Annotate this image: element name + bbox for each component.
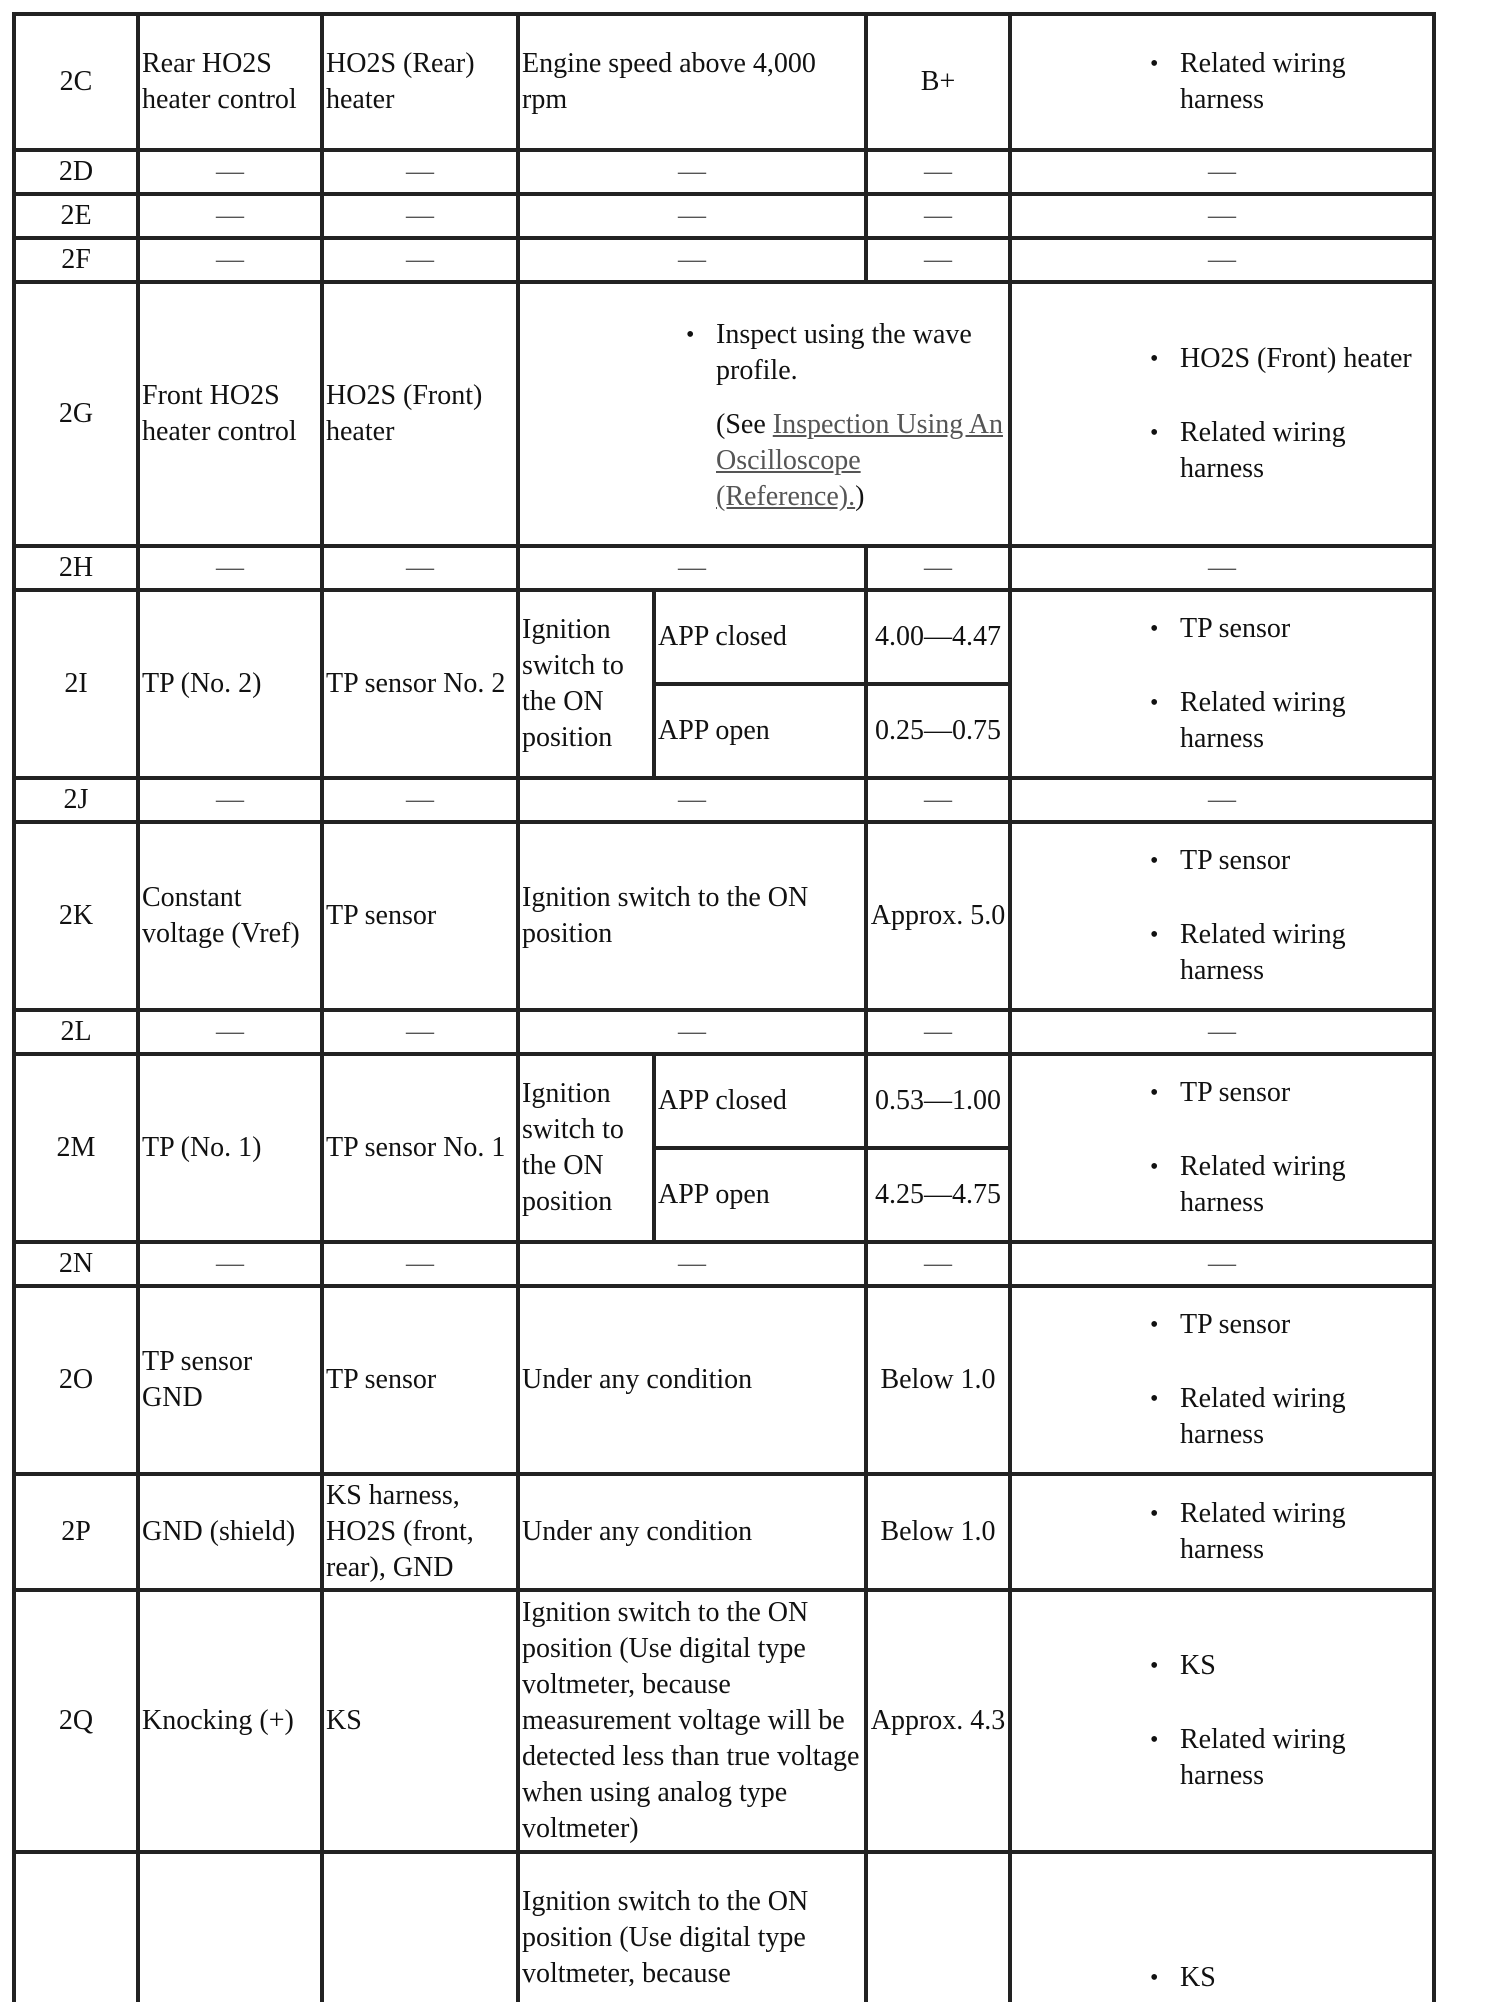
table-row xyxy=(14,1054,1434,1148)
signal-cell: Knocking (+) xyxy=(138,1590,322,1852)
voltage-cell: B+ xyxy=(866,14,1010,150)
condition-cell: Ignition switch to the ON position (Use digital type voltmeter, because measurement voltage will be detected less than true voltage when using analog type voltmeter) xyxy=(518,1590,866,1852)
empty-cell: — xyxy=(518,150,866,194)
empty-cell: — xyxy=(866,238,1010,282)
signal-cell: GND (shield) xyxy=(138,1474,322,1590)
empty-cell: — xyxy=(1010,194,1434,238)
empty-cell: — xyxy=(138,194,322,238)
empty-cell: — xyxy=(322,194,518,238)
terminal-voltage-table xyxy=(12,12,1436,2002)
condition-cell: Ignition switch to the ON position xyxy=(518,1054,654,1242)
signal-cell: TP (No. 2) xyxy=(138,590,322,778)
connected-cell: TP sensor xyxy=(322,822,518,1010)
condition-cell: Engine speed above 4,000 rpm xyxy=(518,14,866,150)
see-reference xyxy=(680,407,1006,515)
signal-cell: Constant voltage (Vref) xyxy=(138,822,322,1010)
empty-cell: — xyxy=(138,1242,322,1286)
table-row xyxy=(14,282,1434,546)
table-row xyxy=(14,1590,1434,1852)
empty-cell: — xyxy=(138,1010,322,1054)
voltage-cell: 0.53—1.00 xyxy=(866,1054,1010,1148)
oscilloscope-inspection-link[interactable]: Inspection Using An Oscilloscope (Reference). xyxy=(716,409,1003,512)
empty-cell: — xyxy=(866,546,1010,590)
terminal-cell: 2H xyxy=(14,546,138,590)
connected-cell: HO2S (Rear) heater xyxy=(322,14,518,150)
inspection-cell xyxy=(1010,1286,1434,1474)
condition-item: • Inspect using the wave profile. xyxy=(716,317,1006,389)
condition-cell: Under any condition xyxy=(518,1474,866,1590)
terminal-cell: 2J xyxy=(14,778,138,822)
signal-cell: TP (No. 1) xyxy=(138,1054,322,1242)
terminal-table-wrapper xyxy=(12,12,1432,2002)
inspection-cell xyxy=(1010,14,1434,150)
sub-condition-cell: APP closed xyxy=(654,1054,866,1148)
table-row xyxy=(14,150,1434,194)
inspection-cell xyxy=(1010,1852,1434,2002)
terminal-cell: 2E xyxy=(14,194,138,238)
empty-cell: — xyxy=(866,778,1010,822)
signal-cell: Rear HO2S heater control xyxy=(138,14,322,150)
inspection-item: • Related wiring harness xyxy=(1180,1149,1430,1221)
table-row xyxy=(14,822,1434,1010)
inspection-item: • Related wiring harness xyxy=(1180,917,1430,989)
terminal-cell: 2Q xyxy=(14,1590,138,1852)
inspection-item: • Related wiring harness xyxy=(1180,415,1430,487)
empty-cell: — xyxy=(866,1010,1010,1054)
empty-cell: — xyxy=(138,778,322,822)
terminal-cell: 2F xyxy=(14,238,138,282)
connected-cell: KS xyxy=(322,1590,518,1852)
connected-cell: TP sensor No. 2 xyxy=(322,590,518,778)
empty-cell: — xyxy=(138,546,322,590)
table-row xyxy=(14,546,1434,590)
inspection-cell xyxy=(1010,1590,1434,1852)
table-row xyxy=(14,194,1434,238)
empty-cell: — xyxy=(866,1242,1010,1286)
terminal-cell: 2M xyxy=(14,1054,138,1242)
inspection-cell xyxy=(1010,590,1434,778)
voltage-cell: Below 1.0 xyxy=(866,1474,1010,1590)
empty-cell: — xyxy=(1010,238,1434,282)
empty-cell xyxy=(866,1852,1010,2002)
terminal-cell: 2G xyxy=(14,282,138,546)
terminal-cell: 2K xyxy=(14,822,138,1010)
inspection-item: • Related wiring harness xyxy=(1180,1722,1430,1794)
inspection-item: • TP sensor xyxy=(1180,611,1430,647)
table-row xyxy=(14,1474,1434,1590)
empty-cell: — xyxy=(866,194,1010,238)
condition-cell: Ignition switch to the ON position xyxy=(518,822,866,1010)
empty-cell: — xyxy=(518,546,866,590)
connected-cell: HO2S (Front) heater xyxy=(322,282,518,546)
empty-cell: — xyxy=(322,1242,518,1286)
terminal-cell: 2N xyxy=(14,1242,138,1286)
inspection-item: • KS xyxy=(1180,1648,1430,1684)
connected-cell: TP sensor No. 1 xyxy=(322,1054,518,1242)
voltage-cell: Approx. 4.3 xyxy=(866,1590,1010,1852)
inspection-item: • Related wiring harness xyxy=(1180,1381,1430,1453)
table-row xyxy=(14,1286,1434,1474)
table-row xyxy=(14,590,1434,684)
inspection-cell xyxy=(1010,1054,1434,1242)
empty-cell: — xyxy=(1010,150,1434,194)
empty-cell: — xyxy=(322,778,518,822)
inspection-item: • Related wiring harness xyxy=(1180,1496,1430,1568)
empty-cell: — xyxy=(518,778,866,822)
empty-cell: — xyxy=(518,238,866,282)
empty-cell xyxy=(14,1852,138,2002)
inspection-cell xyxy=(1010,822,1434,1010)
table-row xyxy=(14,14,1434,150)
condition-cell: Under any condition xyxy=(518,1286,866,1474)
terminal-cell: 2O xyxy=(14,1286,138,1474)
inspection-item: • HO2S (Front) heater xyxy=(1180,341,1430,377)
empty-cell: — xyxy=(322,1010,518,1054)
condition-cell xyxy=(518,282,1010,546)
inspection-item: • TP sensor xyxy=(1180,843,1430,879)
empty-cell: — xyxy=(518,1242,866,1286)
empty-cell: — xyxy=(1010,1242,1434,1286)
table-row xyxy=(14,778,1434,822)
terminal-cell: 2P xyxy=(14,1474,138,1590)
terminal-cell: 2D xyxy=(14,150,138,194)
inspection-item: • TP sensor xyxy=(1180,1075,1430,1111)
inspection-item: • Related wiring harness xyxy=(1180,46,1430,118)
voltage-cell: Below 1.0 xyxy=(866,1286,1010,1474)
empty-cell: — xyxy=(518,1010,866,1054)
table-row xyxy=(14,1010,1434,1054)
voltage-cell: 4.25—4.75 xyxy=(866,1148,1010,1242)
table-row xyxy=(14,1242,1434,1286)
empty-cell: — xyxy=(322,150,518,194)
see-suffix: ) xyxy=(855,481,865,512)
terminal-cell: 2I xyxy=(14,590,138,778)
empty-cell: — xyxy=(322,238,518,282)
empty-cell xyxy=(322,1852,518,2002)
sub-condition-cell: APP closed xyxy=(654,590,866,684)
voltage-cell: Approx. 5.0 xyxy=(866,822,1010,1010)
see-prefix: (See xyxy=(716,409,773,440)
connected-cell: KS harness, HO2S (front, rear), GND xyxy=(322,1474,518,1590)
empty-cell: — xyxy=(518,194,866,238)
sub-condition-cell: APP open xyxy=(654,1148,866,1242)
empty-cell: — xyxy=(138,238,322,282)
terminal-cell: 2C xyxy=(14,14,138,150)
empty-cell: — xyxy=(866,150,1010,194)
empty-cell: — xyxy=(1010,546,1434,590)
table-row xyxy=(14,238,1434,282)
inspection-cell xyxy=(1010,282,1434,546)
sub-condition-cell: APP open xyxy=(654,684,866,778)
empty-cell xyxy=(138,1852,322,2002)
condition-cell: Ignition switch to the ON position (Use digital type voltmeter, because xyxy=(518,1852,866,2002)
empty-cell: — xyxy=(138,150,322,194)
table-row xyxy=(14,1852,1434,2002)
terminal-cell: 2L xyxy=(14,1010,138,1054)
empty-cell: — xyxy=(1010,1010,1434,1054)
signal-cell: Front HO2S heater control xyxy=(138,282,322,546)
connected-cell: TP sensor xyxy=(322,1286,518,1474)
empty-cell: — xyxy=(322,546,518,590)
inspection-item: • Related wiring harness xyxy=(1180,685,1430,757)
voltage-cell: 0.25—0.75 xyxy=(866,684,1010,778)
empty-cell: — xyxy=(1010,778,1434,822)
voltage-cell: 4.00—4.47 xyxy=(866,590,1010,684)
inspection-cell xyxy=(1010,1474,1434,1590)
inspection-item: • TP sensor xyxy=(1180,1307,1430,1343)
signal-cell: TP sensor GND xyxy=(138,1286,322,1474)
inspection-item: • KS xyxy=(1180,1960,1430,1996)
condition-cell: Ignition switch to the ON position xyxy=(518,590,654,778)
